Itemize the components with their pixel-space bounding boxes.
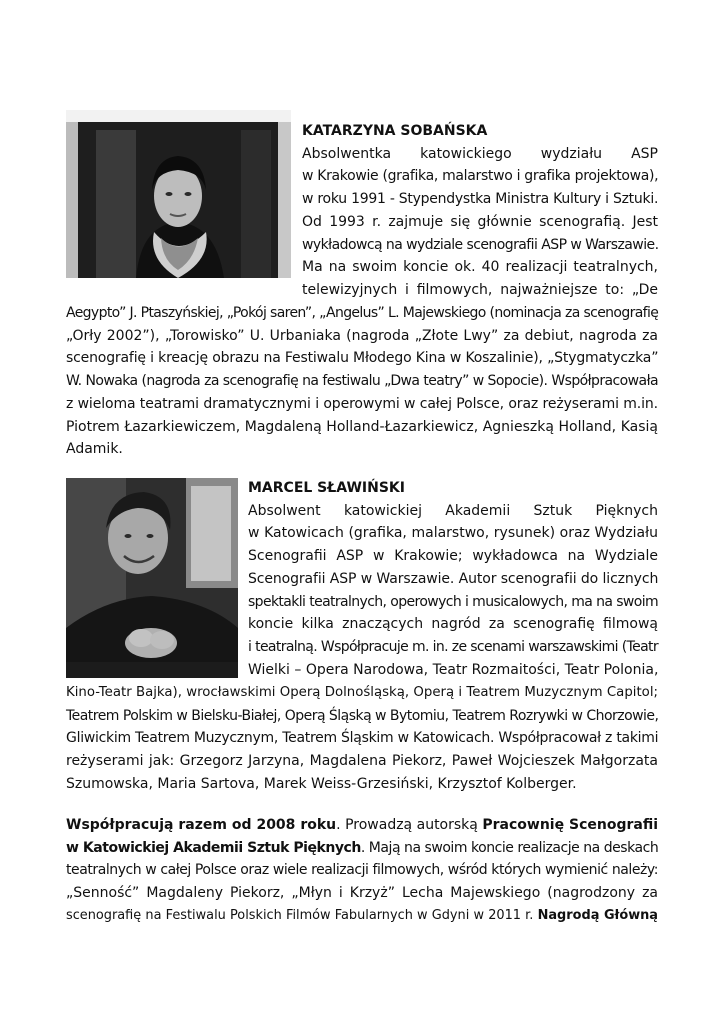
text-line: „Senność” Magdaleny Piekorz, „Młyn i Krzyż” Lecha Majewskiego (nagrodzony za	[66, 885, 658, 902]
bio-sobanska-full-text	[66, 302, 658, 461]
text-line: Adamik.	[66, 441, 123, 458]
text-line: Scenografii ASP w Warszawie. Autor scenografii do licznych	[248, 570, 659, 587]
text-word: wydziału	[540, 145, 603, 162]
text-line: i teatralną. Współpracuje m. in. ze scenami warszawskimi (Teatr	[248, 638, 658, 655]
text-line	[66, 814, 658, 837]
text-line: Wielki – Opera Narodowa, Teatr Rozmaitości, Teatr Polonia,	[248, 661, 659, 678]
portrait-photo-slawinski	[66, 478, 238, 678]
text-line: W. Nowaka (nagroda za scenografię na festiwalu „Dwa teatry” w Sopocie). Współpracowała	[66, 373, 658, 390]
text-line: telewizyjnych i filmowych, najważniejsze to: „De	[302, 281, 658, 298]
text-line	[66, 837, 658, 860]
bio-sobanska-side-text	[302, 120, 658, 302]
text-line: Kino-Teatr Bajka), wrocławskimi Operą Dolnośląską, Operą i Teatrem Muzycznym Capitol;	[66, 685, 658, 700]
text-line: Teatrem Polskim w Bielsku-Białej, Operą Śląską w Bytomiu, Teatrem Rozrywki w Chorzowie,	[66, 707, 659, 724]
text-line: spektakli teatralnych, operowych i musicalowych, ma na swoim	[248, 593, 658, 610]
text-line: Piotrem Łazarkiewiczem, Magdaleną Holland-Łazarkiewicz, Agnieszką Holland, Kasią	[66, 418, 658, 435]
text-line: w roku 1991 - Stypendystka Ministra Kultury i Sztuki.	[302, 191, 659, 208]
bold-phrase: Nagrodą Główną	[537, 907, 658, 923]
text-line: Ma na swoim koncie ok. 40 realizacji teatralnych,	[302, 259, 658, 276]
text-line: „Orły 2002”), „Torowisko” U. Urbaniaka (nagroda „Złote Lwy” za debiut, nagroda za	[66, 327, 658, 344]
joint-paragraph	[66, 814, 658, 928]
text-word: Absolwentka	[302, 145, 392, 162]
portrait-photo-sobanska	[66, 110, 291, 278]
name-heading: MARCEL SŁAWIŃSKI	[248, 480, 405, 496]
text-line	[302, 143, 658, 166]
text-word: ASP	[631, 145, 658, 162]
text-line: w Krakowie (grafika, malarstwo i grafika projektowa),	[302, 168, 659, 185]
text-line: Aegypto” J. Ptaszyńskiej, „Pokój saren”, „Angelus” L. Majewskiego (nominacja za scenografię	[66, 305, 659, 321]
text-word: katowickiego	[420, 145, 512, 162]
text-line: reżyserami jak: Grzegorz Jarzyna, Magdalena Piekorz, Paweł Wojcieszek Małgorzata	[66, 753, 658, 770]
bold-phrase: w Katowickiej Akademii Sztuk Pięknych	[66, 839, 361, 856]
text-line: Od 1993 r. zajmuje się głównie scenografią. Jest	[302, 213, 658, 230]
portrait-sobanska-image	[66, 110, 291, 278]
bio-slawinski-full-text	[66, 682, 658, 796]
text-line: z wieloma teatrami dramatycznymi i operowymi w całej Polsce, oraz reżyserami m.in.	[66, 395, 658, 412]
text-line: Absolwent katowickiej Akademii Sztuk Pięknych	[248, 502, 658, 519]
text-line: w Katowicach (grafika, malarstwo, rysunek) oraz Wydziału	[248, 525, 658, 542]
text-line: Szumowska, Maria Sartova, Marek Weiss-Grzesiński, Krzysztof Kolberger.	[66, 775, 577, 792]
portrait-slawinski-image	[66, 478, 238, 678]
text-line	[66, 905, 658, 928]
bio-slawinski-side-text	[248, 477, 658, 681]
bold-phrase: Współpracują razem od 2008 roku	[66, 817, 337, 833]
text-line: teatralnych w całej Polsce oraz wiele realizacji filmowych, wśród których wymienić należy:	[66, 862, 658, 879]
name-heading: KATARZYNA SOBAŃSKA	[302, 123, 488, 139]
text-line: Scenografii ASP w Krakowie; wykładowca na Wydziale	[248, 548, 658, 565]
text-span: scenografię na Festiwalu Polskich Filmów Fabularnych w Gdyni w 2011 r.	[66, 907, 538, 923]
bold-phrase: Pracownię Scenografii	[482, 817, 659, 833]
text-span: . Mają na swoim koncie realizacje na deskach	[360, 839, 659, 856]
text-line: koncie kilka znaczących nagród za scenografię filmową	[248, 616, 658, 633]
text-line: scenografię i kreację obrazu na Festiwalu Młodego Kina w Koszalinie), „Stygmatyczka”	[66, 350, 659, 367]
text-line: Gliwickim Teatrem Muzycznym, Teatrem Śląskim w Katowicach. Współpracował z takimi	[66, 730, 659, 747]
text-line: wykładowcą na wydziale scenografii ASP w Warszawie.	[302, 236, 659, 253]
text-span: . Prowadzą autorską	[336, 817, 483, 833]
